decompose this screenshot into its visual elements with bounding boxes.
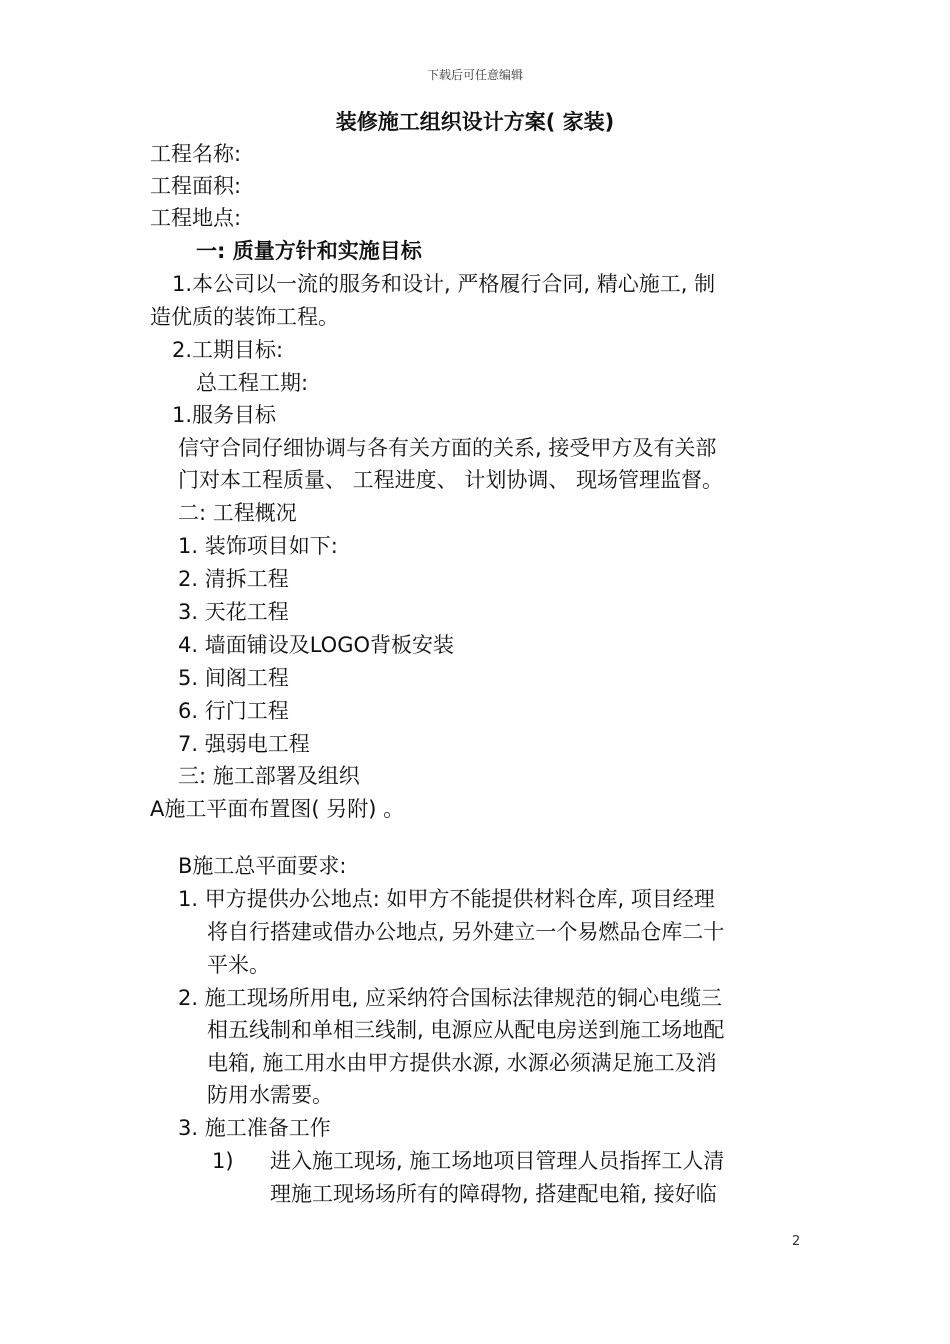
paragraph-line: 信守合同仔细协调与各有关方面的关系, 接受甲方及有关部 <box>178 436 717 460</box>
list-item-continuation: 防用水需要。 <box>207 1083 333 1107</box>
list-item-continuation: 将自行搭建或借办公地点, 另外建立一个易燃品仓库二十 <box>207 920 725 944</box>
sub-list-number: 1) <box>212 1149 234 1173</box>
paragraph-line: 1.本公司以一流的服务和设计, 严格履行合同, 精心施工, 制 <box>172 272 716 296</box>
field-project-name: 工程名称: <box>150 142 242 166</box>
list-item: 2. 施工现场所用电, 应采纳符合国标法律规范的铜心电缆三 <box>178 986 723 1010</box>
subsection-a: A施工平面布置图( 另附) 。 <box>150 797 405 821</box>
document-title: 装修施工组织设计方案( 家装) <box>335 110 615 134</box>
paragraph-line: 总工程工期: <box>196 371 309 395</box>
section-heading-2: 二: 工程概况 <box>178 501 297 525</box>
list-item-continuation: 平米。 <box>207 953 270 977</box>
list-item: 2. 清拆工程 <box>178 567 289 591</box>
field-project-location: 工程地点: <box>150 206 242 230</box>
list-item-continuation: 电箱, 施工用水由甲方提供水源, 水源必须满足施工及消 <box>207 1051 717 1075</box>
page-header: 下载后可任意编辑 <box>426 68 523 82</box>
paragraph-line: 门对本工程质量、 工程进度、 计划协调、 现场管理监督。 <box>178 468 724 492</box>
field-project-area: 工程面积: <box>150 174 242 198</box>
list-item: 3. 天花工程 <box>178 600 289 624</box>
sub-list-item: 进入施工现场, 施工场地项目管理人员指挥工人清 <box>270 1149 725 1173</box>
sub-list-item-continuation: 理施工现场场所有的障碍物, 搭建配电箱, 接好临 <box>270 1182 717 1206</box>
page-number: 2 <box>792 1234 801 1249</box>
paragraph-line: 造优质的装饰工程。 <box>150 305 339 329</box>
list-item: 5. 间阁工程 <box>178 666 289 690</box>
section-heading-3: 三: 施工部署及组织 <box>178 764 360 788</box>
list-item: 1. 装饰项目如下: <box>178 534 338 558</box>
list-item: 3. 施工准备工作 <box>178 1116 331 1140</box>
list-item: 1. 甲方提供办公地点: 如甲方不能提供材料仓库, 项目经理 <box>178 887 715 911</box>
paragraph-line: 2.工期目标: <box>172 338 284 362</box>
list-item-continuation: 相五线制和单相三线制, 电源应从配电房送到施工场地配 <box>207 1018 725 1042</box>
paragraph-line: 1.服务目标 <box>172 403 277 427</box>
list-item: 4. 墙面铺设及LOGO背板安装 <box>178 633 454 657</box>
subsection-b: B施工总平面要求: <box>178 854 347 878</box>
list-item: 7. 强弱电工程 <box>178 732 310 756</box>
section-heading-1: 一: 质量方针和实施目标 <box>196 239 422 263</box>
list-item: 6. 行门工程 <box>178 699 289 723</box>
